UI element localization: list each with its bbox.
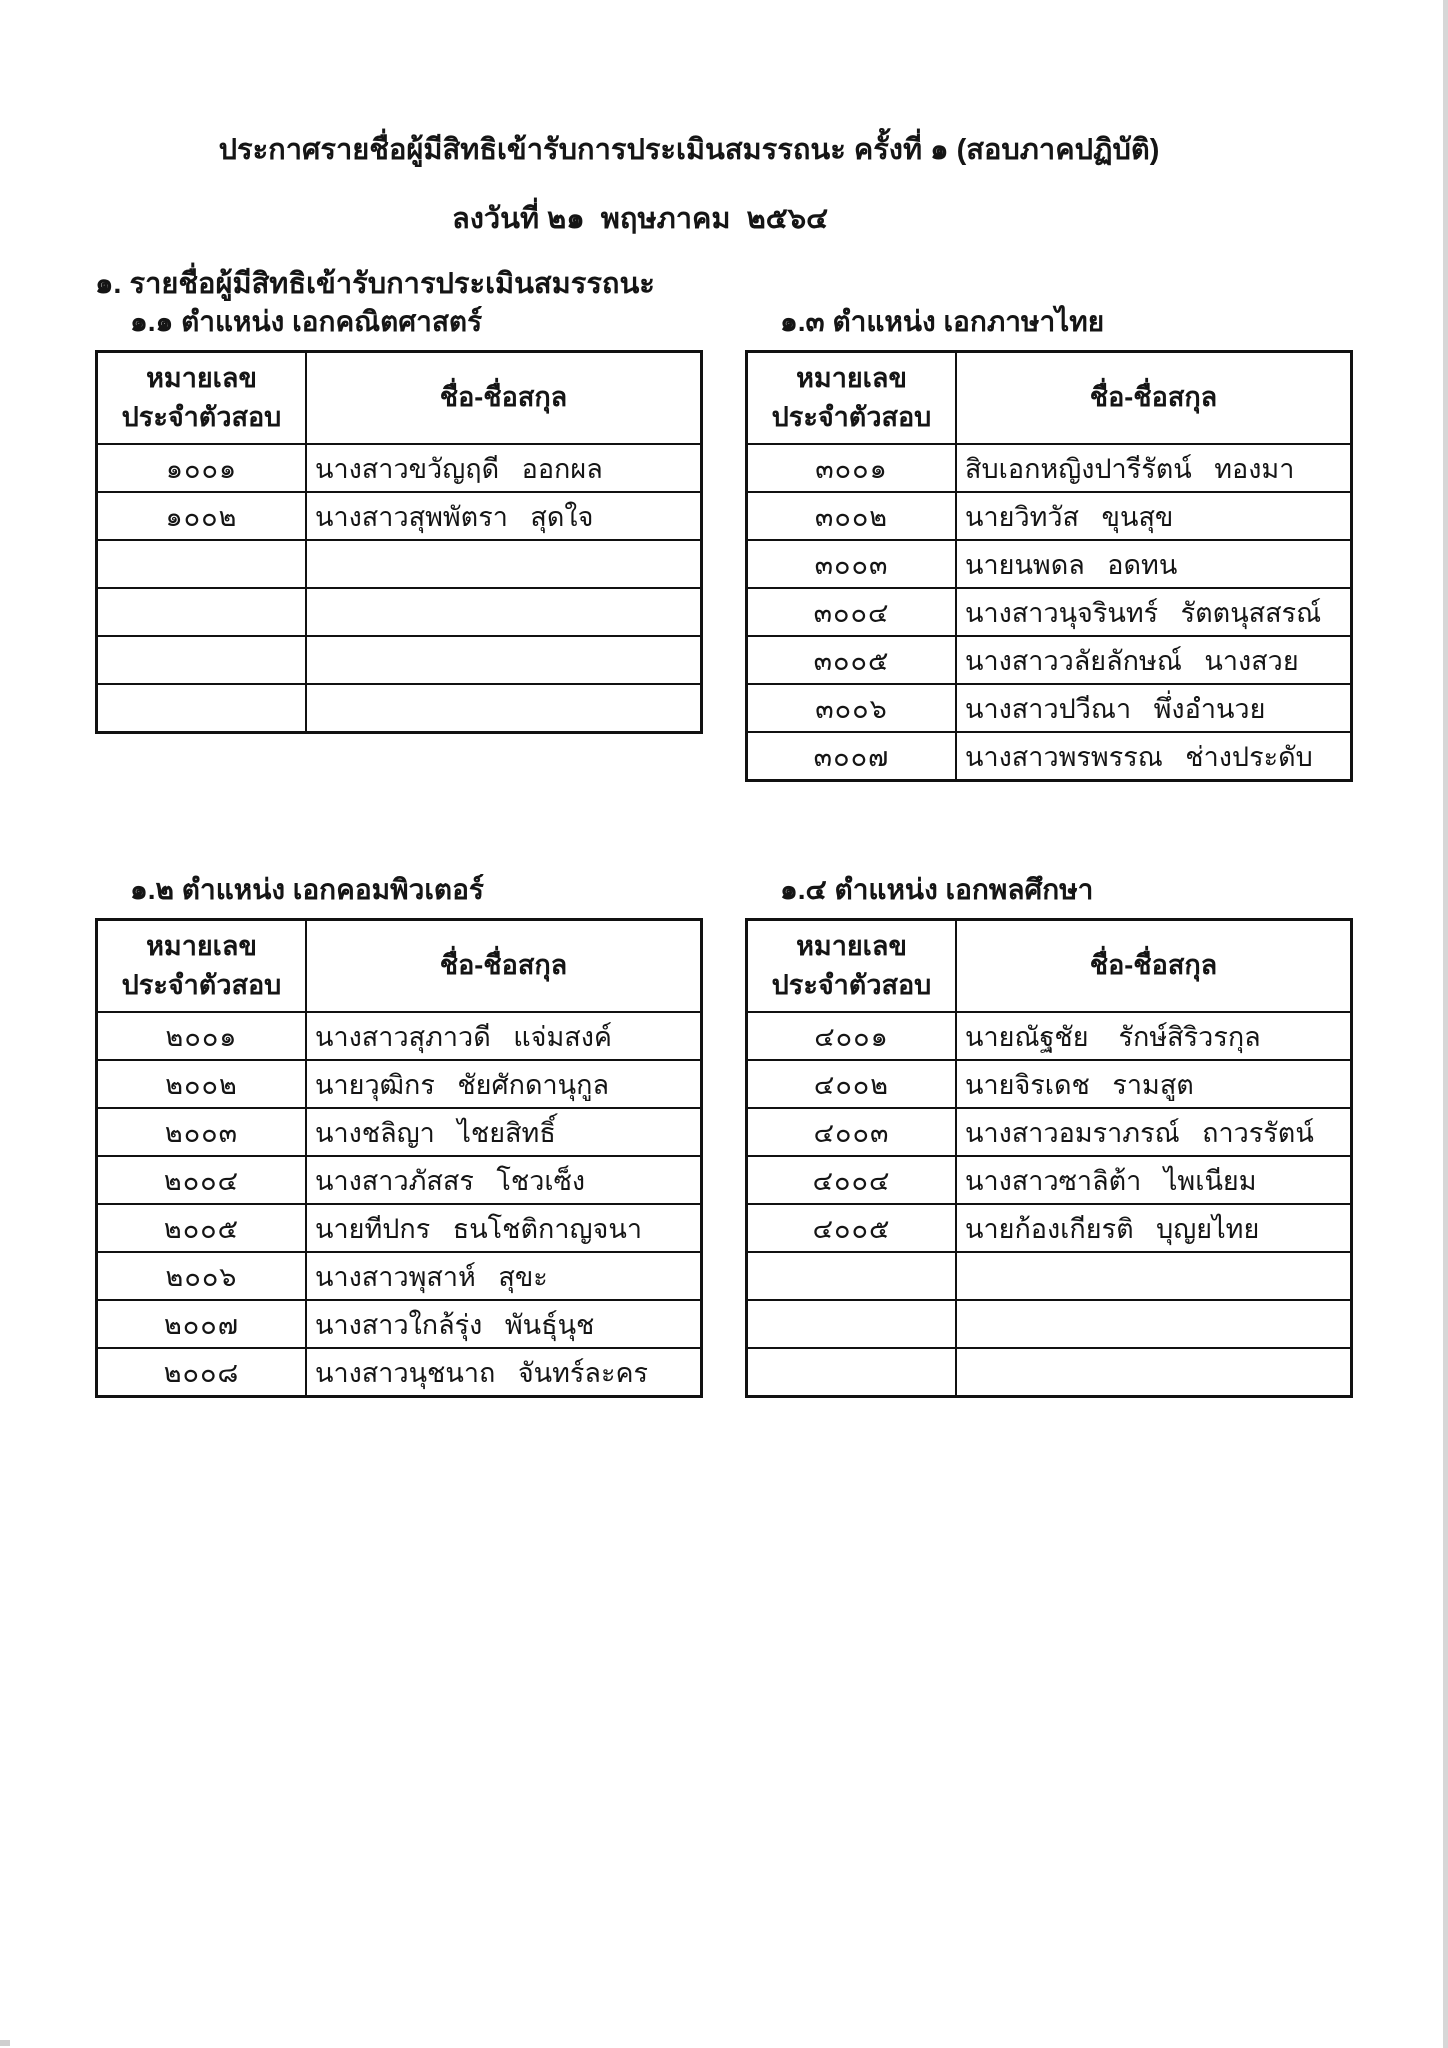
table-heading-physical-education: ๑.๔ ตำแหน่ง เอกพลศึกษา: [780, 874, 1094, 905]
exam-number-header-line1: หมายเลข: [796, 362, 907, 393]
document-date: ลงวันที่ ๒๑ พฤษภาคม ๒๕๖๔: [451, 203, 829, 235]
exam-number-header: [747, 352, 957, 445]
name-cell: [306, 636, 702, 684]
exam-number-cell: ๒๐๐๘: [97, 1348, 307, 1397]
table-row: [97, 1060, 702, 1108]
name-cell: นายก้องเกียรติ บุญยไทย: [956, 1204, 1352, 1252]
table-row: [747, 444, 1352, 492]
table-body: [747, 444, 1352, 781]
candidate-table-computer: [95, 918, 703, 1398]
exam-number-header-line1: หมายเลข: [146, 362, 257, 393]
name-cell: นายณัฐชัย รักษ์สิริวรกุล: [956, 1012, 1352, 1060]
name-cell: นางสาวซาลิต้า ไพเนียม: [956, 1156, 1352, 1204]
exam-number-header: [97, 920, 307, 1013]
exam-number-cell: ๔๐๐๓: [747, 1108, 957, 1156]
candidate-table-physical-education: [745, 918, 1353, 1398]
candidate-table-thai: [745, 350, 1353, 782]
exam-number-header-line2: ประจำตัวสอบ: [771, 402, 932, 432]
scan-corner-mark: [0, 2040, 10, 2046]
exam-number-cell: ๓๐๐๕: [747, 636, 957, 684]
exam-number-cell: ๓๐๐๔: [747, 588, 957, 636]
table-row: [747, 1156, 1352, 1204]
name-cell: นายวุฒิกร ชัยศักดานุกูล: [306, 1060, 702, 1108]
table-row: [97, 444, 702, 492]
exam-number-cell: ๓๐๐๓: [747, 540, 957, 588]
exam-number-cell: ๒๐๐๕: [97, 1204, 307, 1252]
table-heading-math: ๑.๑ ตำแหน่ง เอกคณิตศาสตร์: [130, 306, 483, 337]
table-head: [97, 920, 702, 1013]
exam-number-cell: ๒๐๐๖: [97, 1252, 307, 1300]
name-header: ชื่อ-ชื่อสกุล: [306, 920, 702, 1013]
exam-number-header-line1: หมายเลข: [146, 930, 257, 961]
exam-number-cell: ๓๐๐๒: [747, 492, 957, 540]
table-heading-thai: ๑.๓ ตำแหน่ง เอกภาษาไทย: [780, 306, 1105, 337]
exam-number-cell: ๔๐๐๒: [747, 1060, 957, 1108]
exam-number-cell: [97, 636, 307, 684]
header-row: [747, 920, 1352, 1013]
name-header: ชื่อ-ชื่อสกุล: [306, 352, 702, 445]
table-body: [97, 444, 702, 733]
table-row: [97, 636, 702, 684]
table-head: [97, 352, 702, 445]
name-cell: นางสาวพรพรรณ ช่างประดับ: [956, 732, 1352, 781]
exam-number-cell: ๒๐๐๒: [97, 1060, 307, 1108]
name-header: ชื่อ-ชื่อสกุล: [956, 920, 1352, 1013]
exam-number-cell: ๑๐๐๒: [97, 492, 307, 540]
table-row: [747, 540, 1352, 588]
name-cell: [956, 1348, 1352, 1397]
name-cell: นางสาวพุสาห์ สุขะ: [306, 1252, 702, 1300]
table-row: [97, 684, 702, 733]
exam-number-header-line2: ประจำตัวสอบ: [771, 970, 932, 1000]
table-row: [97, 492, 702, 540]
name-cell: นางสาวสุภาวดี แจ่มสงค์: [306, 1012, 702, 1060]
exam-number-cell: ๒๐๐๔: [97, 1156, 307, 1204]
name-cell: นางสาวสุพพัตรา สุดใจ: [306, 492, 702, 540]
name-cell: [306, 684, 702, 733]
exam-number-cell: [747, 1300, 957, 1348]
exam-number-cell: [747, 1348, 957, 1397]
table-row: [747, 1012, 1352, 1060]
name-cell: นางสาววลัยลักษณ์ นางสวย: [956, 636, 1352, 684]
exam-number-header-line1: หมายเลข: [796, 930, 907, 961]
name-cell: นายวิทวัส ขุนสุข: [956, 492, 1352, 540]
section-heading: ๑. รายชื่อผู้มีสิทธิเข้ารับการประเมินสมรรถนะ: [95, 268, 655, 300]
table-head: [747, 352, 1352, 445]
table-row: [747, 636, 1352, 684]
table-head: [747, 920, 1352, 1013]
table-block-thai: [745, 300, 1353, 782]
table-row: [97, 1156, 702, 1204]
exam-number-cell: [97, 588, 307, 636]
name-cell: นางสาวนุจรินทร์ รัตตนุสสรณ์: [956, 588, 1352, 636]
name-cell: นางชลิญา ไชยสิทธิ์: [306, 1108, 702, 1156]
name-cell: [956, 1252, 1352, 1300]
table-row: [747, 492, 1352, 540]
table-row: [747, 1108, 1352, 1156]
table-row: [747, 1300, 1352, 1348]
exam-number-cell: ๒๐๐๗: [97, 1300, 307, 1348]
exam-number-cell: [747, 1252, 957, 1300]
name-cell: นายจิรเดช รามสูต: [956, 1060, 1352, 1108]
name-cell: นางสาวใกล้รุ่ง พันธุ์นุช: [306, 1300, 702, 1348]
table-row: [97, 1108, 702, 1156]
header-row: [97, 352, 702, 445]
candidate-table-math: [95, 350, 703, 734]
name-cell: นายนพดล อดทน: [956, 540, 1352, 588]
name-cell: สิบเอกหญิงปารีรัตน์ ทองมา: [956, 444, 1352, 492]
exam-number-header: [97, 352, 307, 445]
table-row: [97, 588, 702, 636]
table-heading-computer: ๑.๒ ตำแหน่ง เอกคอมพิวเตอร์: [130, 874, 484, 905]
exam-number-cell: ๑๐๐๑: [97, 444, 307, 492]
scan-edge-shadow: [1443, 0, 1448, 2048]
table-row: [747, 732, 1352, 781]
table-block-math: [95, 300, 703, 734]
table-row: [747, 1204, 1352, 1252]
name-cell: [306, 540, 702, 588]
exam-number-header: [747, 920, 957, 1013]
table-row: [97, 1252, 702, 1300]
table-row: [747, 684, 1352, 732]
exam-number-header-line2: ประจำตัวสอบ: [121, 970, 282, 1000]
table-row: [97, 1300, 702, 1348]
table-row: [747, 1060, 1352, 1108]
exam-number-cell: ๔๐๐๔: [747, 1156, 957, 1204]
table-row: [747, 588, 1352, 636]
exam-number-cell: [97, 684, 307, 733]
table-row: [97, 1348, 702, 1397]
exam-number-cell: ๔๐๐๑: [747, 1012, 957, 1060]
name-header: ชื่อ-ชื่อสกุล: [956, 352, 1352, 445]
table-row: [747, 1348, 1352, 1397]
name-cell: นางสาวนุชนาถ จันทร์ละคร: [306, 1348, 702, 1397]
table-block-physical-education: [745, 868, 1353, 1398]
name-cell: [956, 1300, 1352, 1348]
name-cell: นางสาวปวีณา พึ่งอำนวย: [956, 684, 1352, 732]
name-cell: นางสาวภัสสร โชวเซ็ง: [306, 1156, 702, 1204]
exam-number-cell: ๓๐๐๗: [747, 732, 957, 781]
table-body: [747, 1012, 1352, 1397]
header-row: [747, 352, 1352, 445]
name-cell: นายทีปกร ธนโชติกาญจนา: [306, 1204, 702, 1252]
exam-number-cell: ๔๐๐๕: [747, 1204, 957, 1252]
table-block-computer: [95, 868, 703, 1398]
exam-number-header-line2: ประจำตัวสอบ: [121, 402, 282, 432]
header-row: [97, 920, 702, 1013]
exam-number-cell: ๓๐๐๑: [747, 444, 957, 492]
name-cell: นางสาวอมราภรณ์ ถาวรรัตน์: [956, 1108, 1352, 1156]
document-title: ประกาศรายชื่อผู้มีสิทธิเข้ารับการประเมินสมรรถนะ ครั้งที่ ๑ (สอบภาคปฏิบัติ): [218, 134, 1160, 166]
exam-number-cell: ๓๐๐๖: [747, 684, 957, 732]
exam-number-cell: ๒๐๐๓: [97, 1108, 307, 1156]
name-cell: นางสาวขวัญฤดี ออกผล: [306, 444, 702, 492]
table-row: [747, 1252, 1352, 1300]
exam-number-cell: [97, 540, 307, 588]
table-row: [97, 540, 702, 588]
table-row: [97, 1012, 702, 1060]
table-body: [97, 1012, 702, 1397]
exam-number-cell: ๒๐๐๑: [97, 1012, 307, 1060]
name-cell: [306, 588, 702, 636]
table-row: [97, 1204, 702, 1252]
